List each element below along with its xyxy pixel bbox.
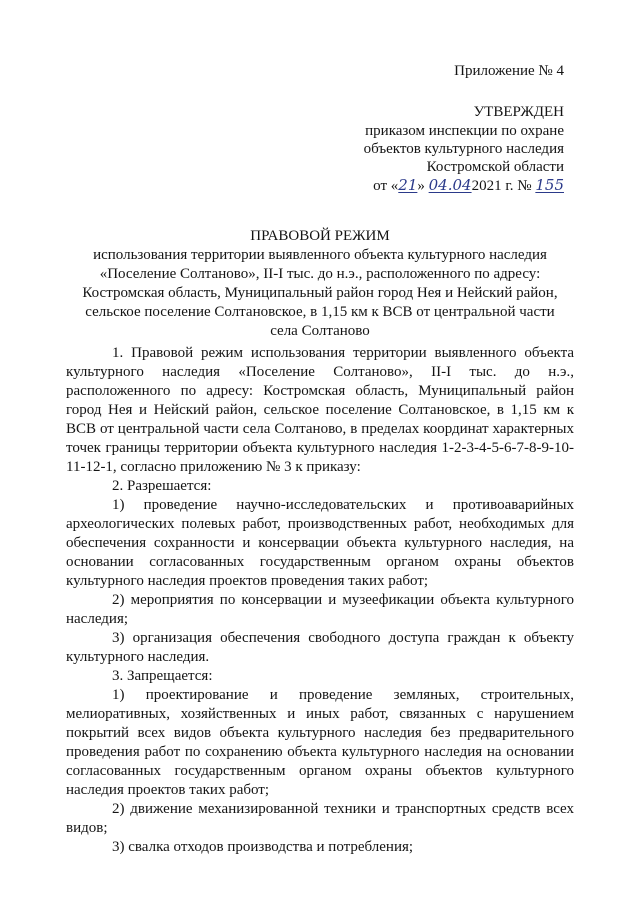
approved-label: УТВЕРЖДЕН [473,104,564,120]
order-line-1: приказом инспекции по охране [365,123,564,139]
document-body [66,344,574,857]
title-line-4: сельское поселение Солтановское, в 1,15 км к ВСВ от центральной части [85,304,555,320]
paragraph-2-item-3: 3) организация обеспечения свободного доступа граждан к объекту культурного наследия. [66,630,574,665]
order-date-line [373,176,564,196]
date-month: 04.04 [428,176,472,194]
date-day: 21 [398,176,418,194]
date-prefix: от « [373,178,399,194]
paragraph-1: 1. Правовой режим использования территории выявленного объекта культурного наследия «Поселение Солтаново», II-I тыс. до н.э., расположенного по адресу: Костромская область, Муниципальный район город Нея и Нейский район, сельское поселение Солтановское, в 1,15 км к ВСВ от центральной части села Солтаново, в пределах координат характерных точек границы территории объекта культурного наследия 1-2-3-4-5-6-7-8-9-10-11-12-1, согласно приложению № 3 к приказу: [66,345,574,475]
paragraph-3-item-2: 2) движение механизированной техники и транспортных средств всех видов; [66,801,574,836]
title-line-1: использования территории выявленного объекта культурного наследия [93,247,547,263]
date-year: 2021 г. № [471,178,532,194]
paragraph-2: 2. Разрешается: [112,478,212,494]
title-line-3: Костромская область, Муниципальный район город Нея и Нейский район, [82,285,558,301]
paragraph-2-item-1: 1) проведение научно-исследовательских и противоаварийных археологических полевых работ, производственных работ, необходимых для обеспечения сохранности и консервации объекта культурного наследия, на основании согласованных государственным органом охраны объектов культурного наследия проектов проведения таких работ; [66,497,574,589]
order-line-3: Костромской области [426,159,564,175]
order-number: 155 [535,176,564,194]
annex-label: Приложение № 4 [454,63,564,79]
paragraph-3-item-1: 1) проектирование и проведение земляных, строительных, мелиоративных, хозяйственных и иных работ, связанных с нарушением покрытий всех видов объекта культурного наследия без предварительного проведения работ по сохранению объекта культурного наследия на основании согласованных государственным органом охраны объектов культурного наследия проектов таких работ; [66,687,574,798]
title-line-2: «Поселение Солтаново», II-I тыс. до н.э., расположенного по адресу: [99,266,541,282]
paragraph-2-item-2: 2) мероприятия по консервации и музеефикации объекта культурного наследия; [66,592,574,627]
title-line-5: села Солтаново [270,323,370,339]
paragraph-3-item-3: 3) свалка отходов производства и потребления; [112,839,414,855]
date-mid: » [417,178,425,194]
document-title: ПРАВОВОЙ РЕЖИМ [250,228,390,244]
order-line-2: объектов культурного наследия [363,141,564,157]
paragraph-3: 3. Запрещается: [112,668,213,684]
